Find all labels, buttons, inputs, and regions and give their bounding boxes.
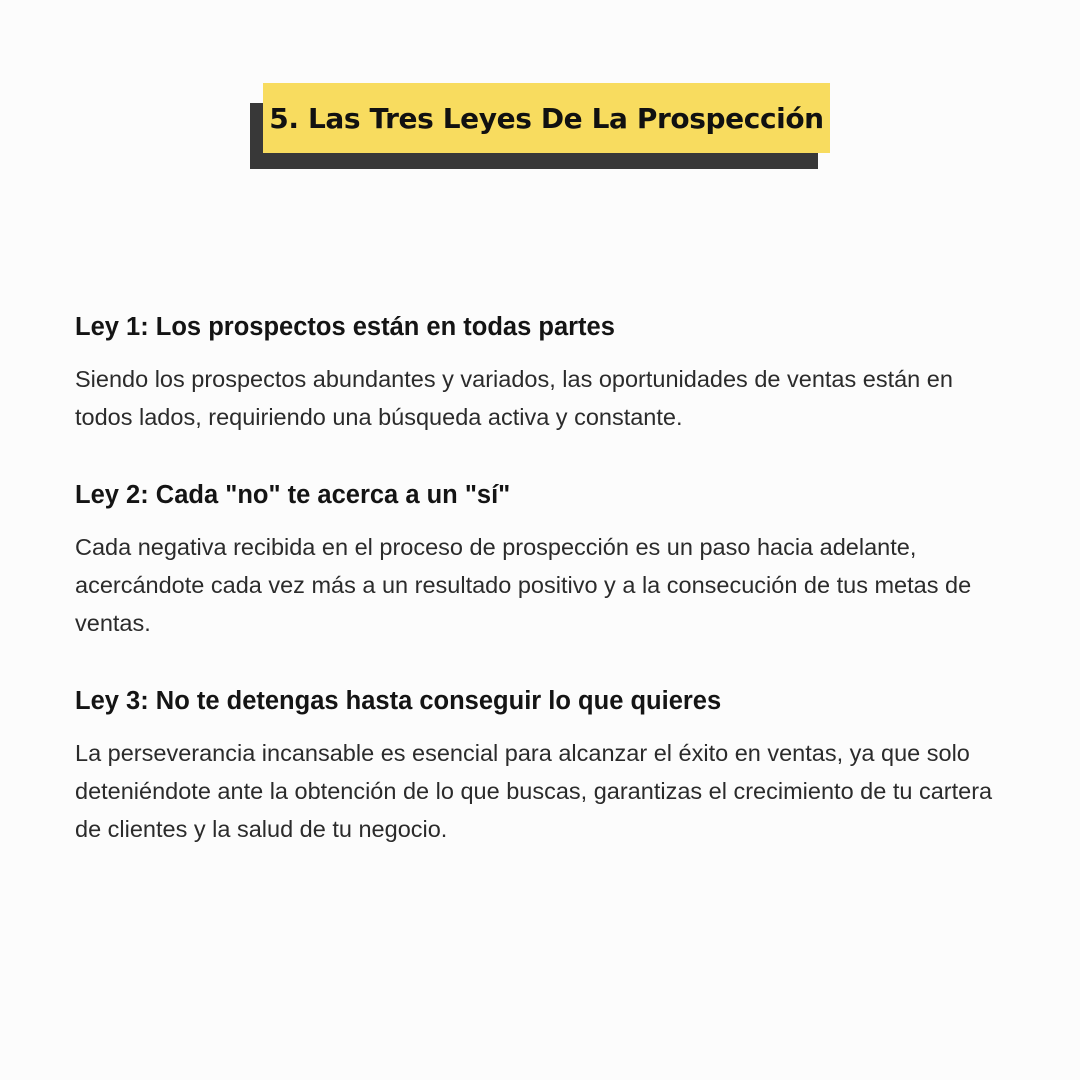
law-item-2 (75, 476, 1015, 642)
page-title: 5. Las Tres Leyes De La Prospección (269, 101, 824, 135)
laws-list (75, 308, 1015, 888)
law-heading: Ley 3: No te detengas hasta conseguir lo que quieres (75, 687, 722, 715)
law-description: La perseverancia incansable es esencial para alcanzar el éxito en ventas, ya que solo deteniéndote ante la obtención de lo que buscas, garantizas el crecimiento de tu cartera de clientes y la salud de tu negocio. (75, 740, 993, 842)
law-heading: Ley 1: Los prospectos están en todas partes (75, 313, 615, 341)
law-heading: Ley 2: Cada "no" te acerca a un "sí" (75, 481, 511, 509)
law-item-3 (75, 682, 1015, 848)
law-item-1 (75, 308, 1015, 436)
law-description: Siendo los prospectos abundantes y variados, las oportunidades de ventas están en todos lados, requiriendo una búsqueda activa y constante. (75, 366, 953, 430)
law-description: Cada negativa recibida en el proceso de prospección es un paso hacia adelante, acercándote cada vez más a un resultado positivo y a la consecución de tus metas de ventas. (75, 534, 972, 636)
title-banner (250, 83, 830, 169)
title-highlight-box (263, 83, 830, 153)
